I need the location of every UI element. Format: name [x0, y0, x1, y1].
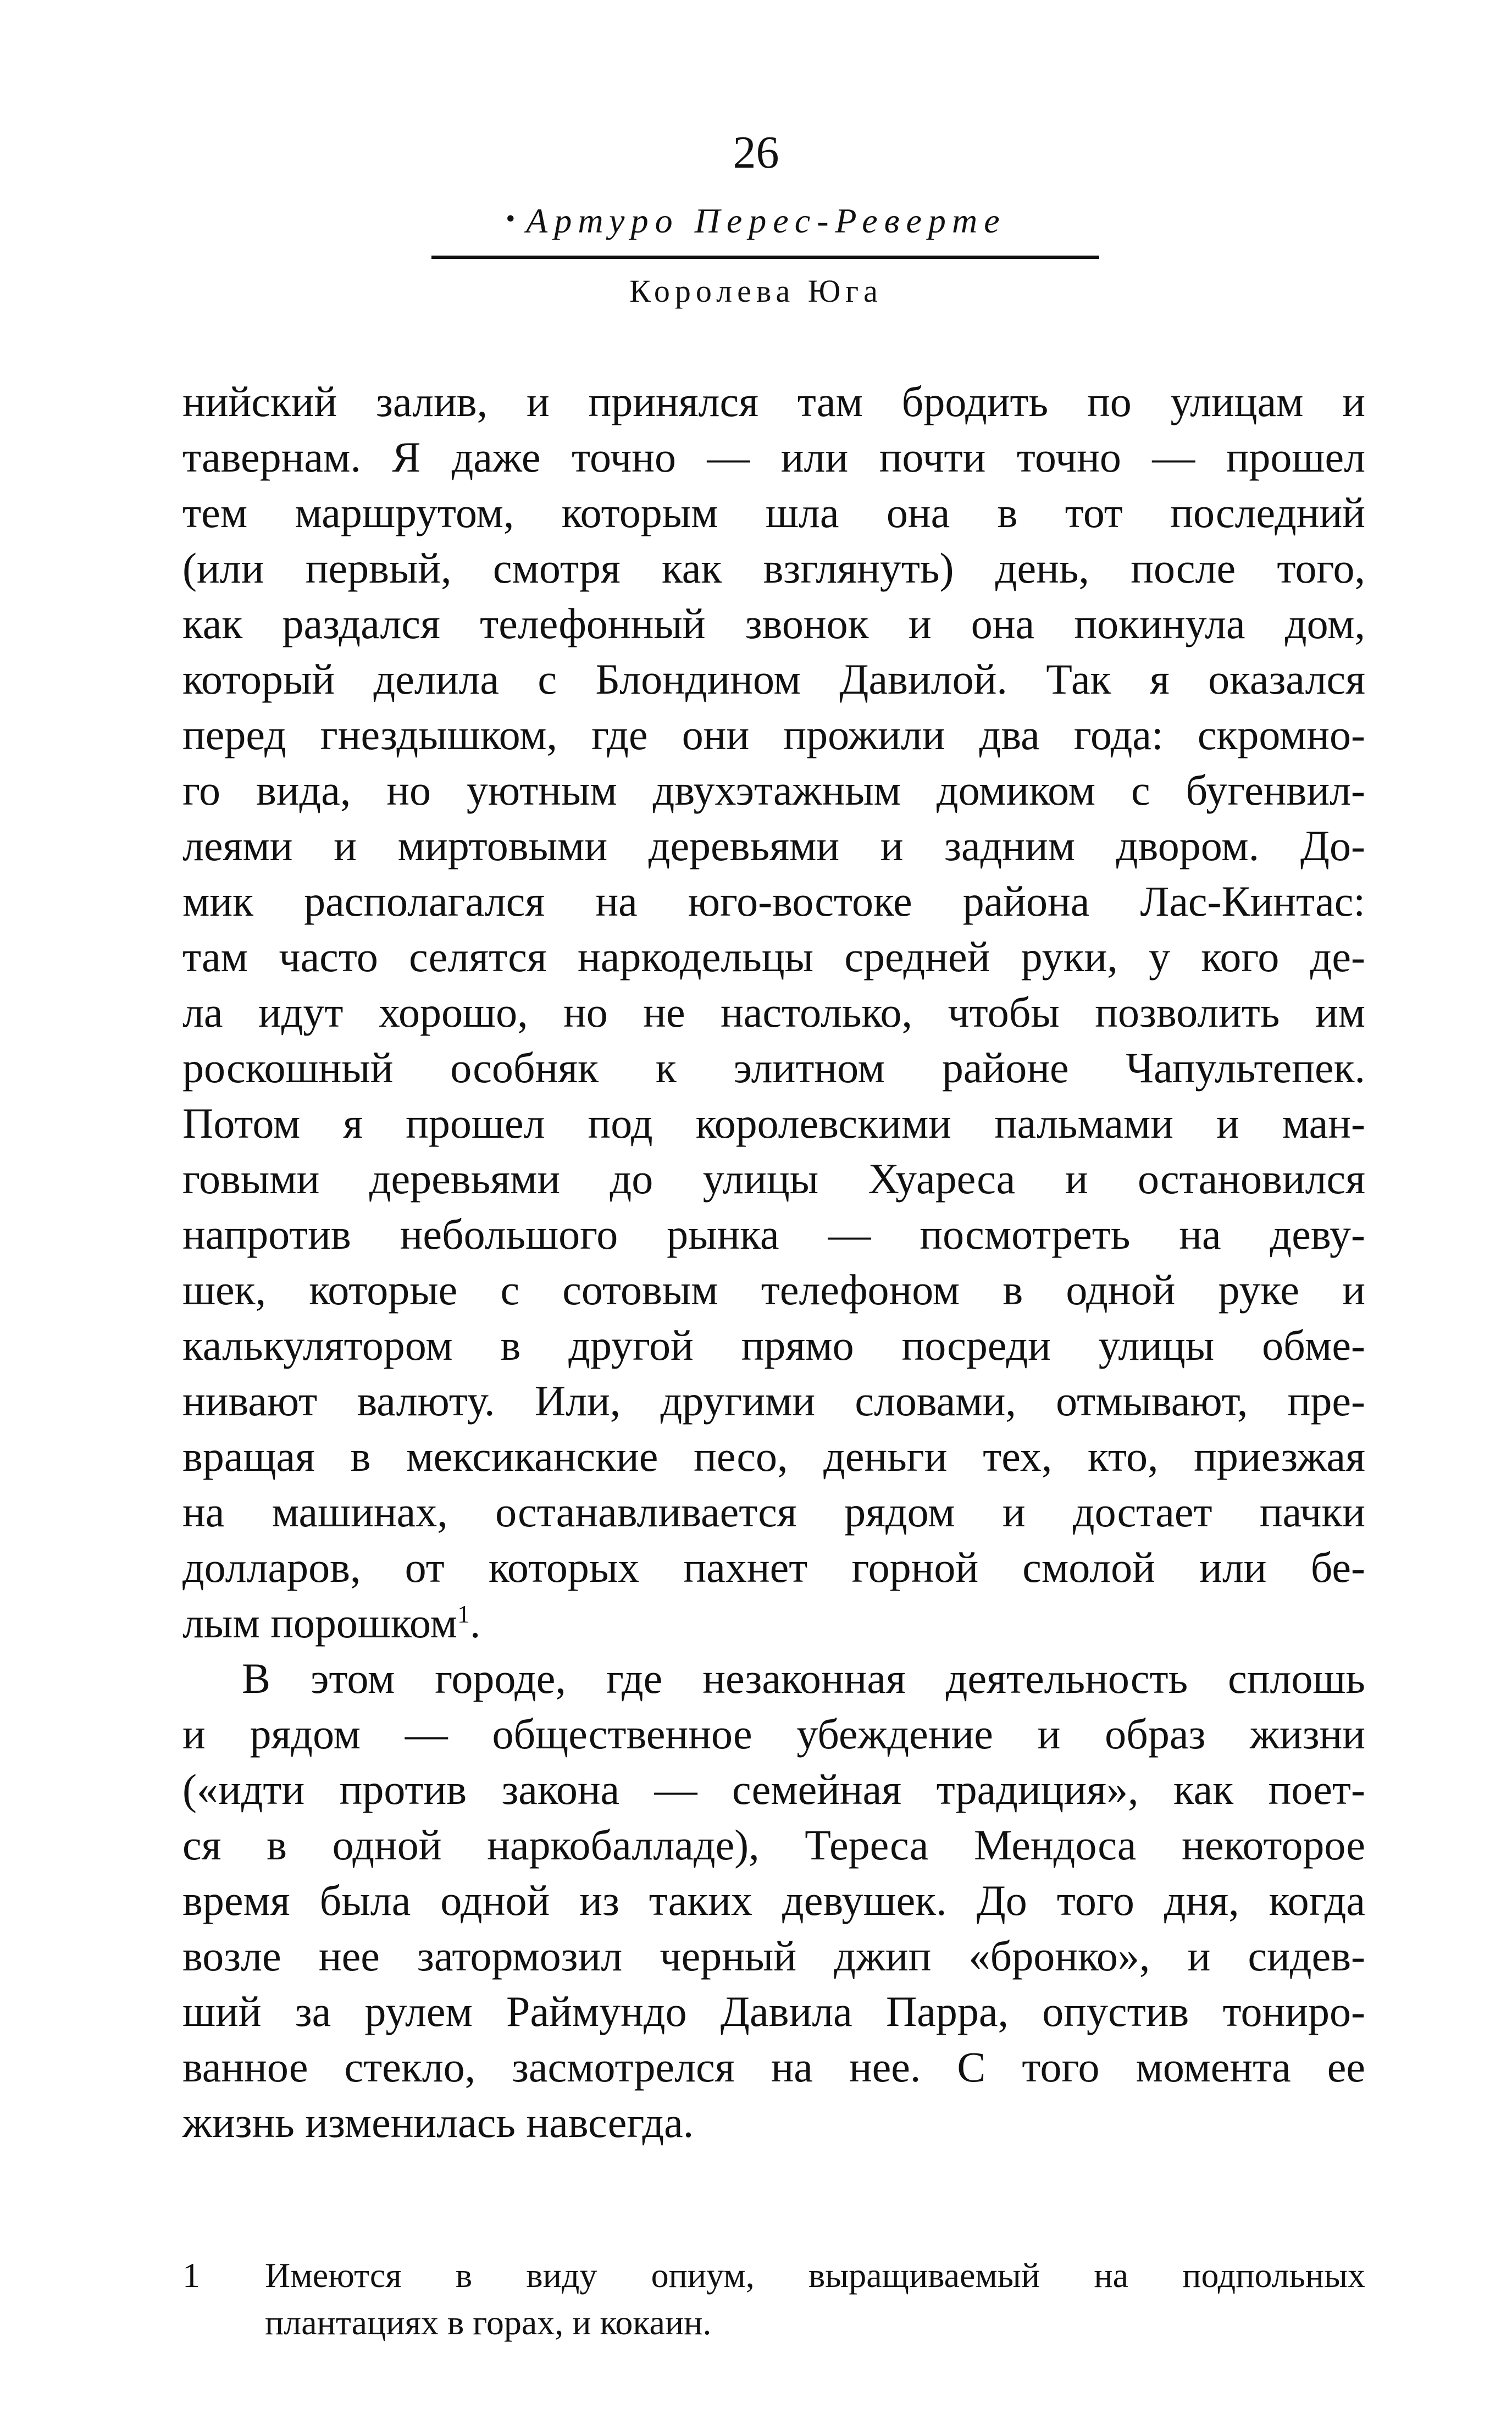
text-line: и рядом — общественное убеждение и образ жизни — [182, 1710, 1365, 1758]
text-line: как раздался телефонный звонок и она покинула дом, — [182, 600, 1365, 647]
text-line: тавернам. Я даже точно — или почти точно — прошел — [182, 433, 1365, 481]
text-line: время была одной из таких девушек. До того дня, когда — [182, 1876, 1365, 1924]
text-line: ший за рулем Раймундо Давила Парра, опустив тониро- — [182, 1987, 1365, 2035]
footnote-line: Имеются в виду опиум, выращиваемый на подпольных — [265, 2256, 1365, 2295]
text-line: шек, которые с сотовым телефоном в одной руке и — [182, 1266, 1365, 1314]
text-line: Потом я прошел под королевскими пальмами и ман- — [182, 1099, 1365, 1147]
text-line: жизнь изменилась навсегда. — [182, 2098, 694, 2146]
text-line: мик располагался на юго-востоке района Лас-Кинтас: — [182, 877, 1365, 925]
author-name: Артуро Перес-Реверте — [526, 201, 1006, 240]
text-line: нивают валюту. Или, другими словами, отмывают, пре- — [182, 1377, 1365, 1425]
text-line: леями и миртовыми деревьями и задним двором. До- — [182, 822, 1365, 870]
text-line: говыми деревьями до улицы Хуареса и остановился — [182, 1155, 1365, 1203]
text-line: го вида, но уютным двухэтажным домиком с бугенвил- — [182, 766, 1365, 814]
bullet-icon: • — [506, 204, 522, 233]
text-line: возле нее затормозил черный джип «бронко», и сидев- — [182, 1932, 1365, 1980]
header-divider — [431, 256, 1099, 259]
text-line: ванное стекло, засмотрелся на нее. С того момента ее — [182, 2043, 1365, 2091]
text-line: (или первый, смотря как взглянуть) день, после того, — [182, 544, 1365, 592]
text-line-with-footnote — [182, 1595, 1365, 1651]
footnote-number: 1 — [182, 2256, 200, 2295]
text-line-content: лым порошком — [182, 1599, 457, 1647]
text-line: ся в одной наркобалладе), Тереса Мендоса некоторое — [182, 1821, 1365, 1869]
page-number: 26 — [733, 127, 779, 178]
text-line: («идти против закона — семейная традиция», как поет- — [182, 1765, 1365, 1813]
text-line: нийский залив, и принялся там бродить по улицам и — [182, 378, 1365, 425]
footnote-line: плантациях в горах, и кокаин. — [265, 2303, 712, 2342]
paragraph-first-line: В этом городе, где незаконная деятельность сплошь — [242, 1654, 1365, 1702]
text-line: там часто селятся наркодельцы средней руки, у кого де- — [182, 933, 1365, 981]
text-line: роскошный особняк к элитном районе Чапультепек. — [182, 1044, 1365, 1092]
text-line: перед гнездышком, где они прожили два года: скромно- — [182, 711, 1365, 758]
text-line: калькулятором в другой прямо посреди улицы обме- — [182, 1321, 1365, 1369]
text-line: долларов, от которых пахнет горной смолой или бе- — [182, 1543, 1365, 1591]
text-line: тем маршрутом, которым шла она в тот последний — [182, 489, 1365, 536]
running-head-book-title: Королева Юга — [629, 273, 883, 309]
text-line: ла идут хорошо, но не настолько, чтобы позволить им — [182, 988, 1365, 1036]
footnote-reference: 1 — [457, 1600, 470, 1628]
running-head-author — [0, 197, 1512, 243]
text-line: напротив небольшого рынка — посмотреть на деву- — [182, 1210, 1365, 1258]
text-line: вращая в мексиканские песо, деньги тех, кто, приезжая — [182, 1432, 1365, 1480]
footnote — [182, 2252, 1365, 2346]
text-line-tail: . — [469, 1599, 481, 1647]
text-line: который делила с Блондином Давилой. Так я оказался — [182, 655, 1365, 703]
text-line: на машинах, останавливается рядом и достает пачки — [182, 1488, 1365, 1536]
body-text — [182, 374, 1365, 2150]
